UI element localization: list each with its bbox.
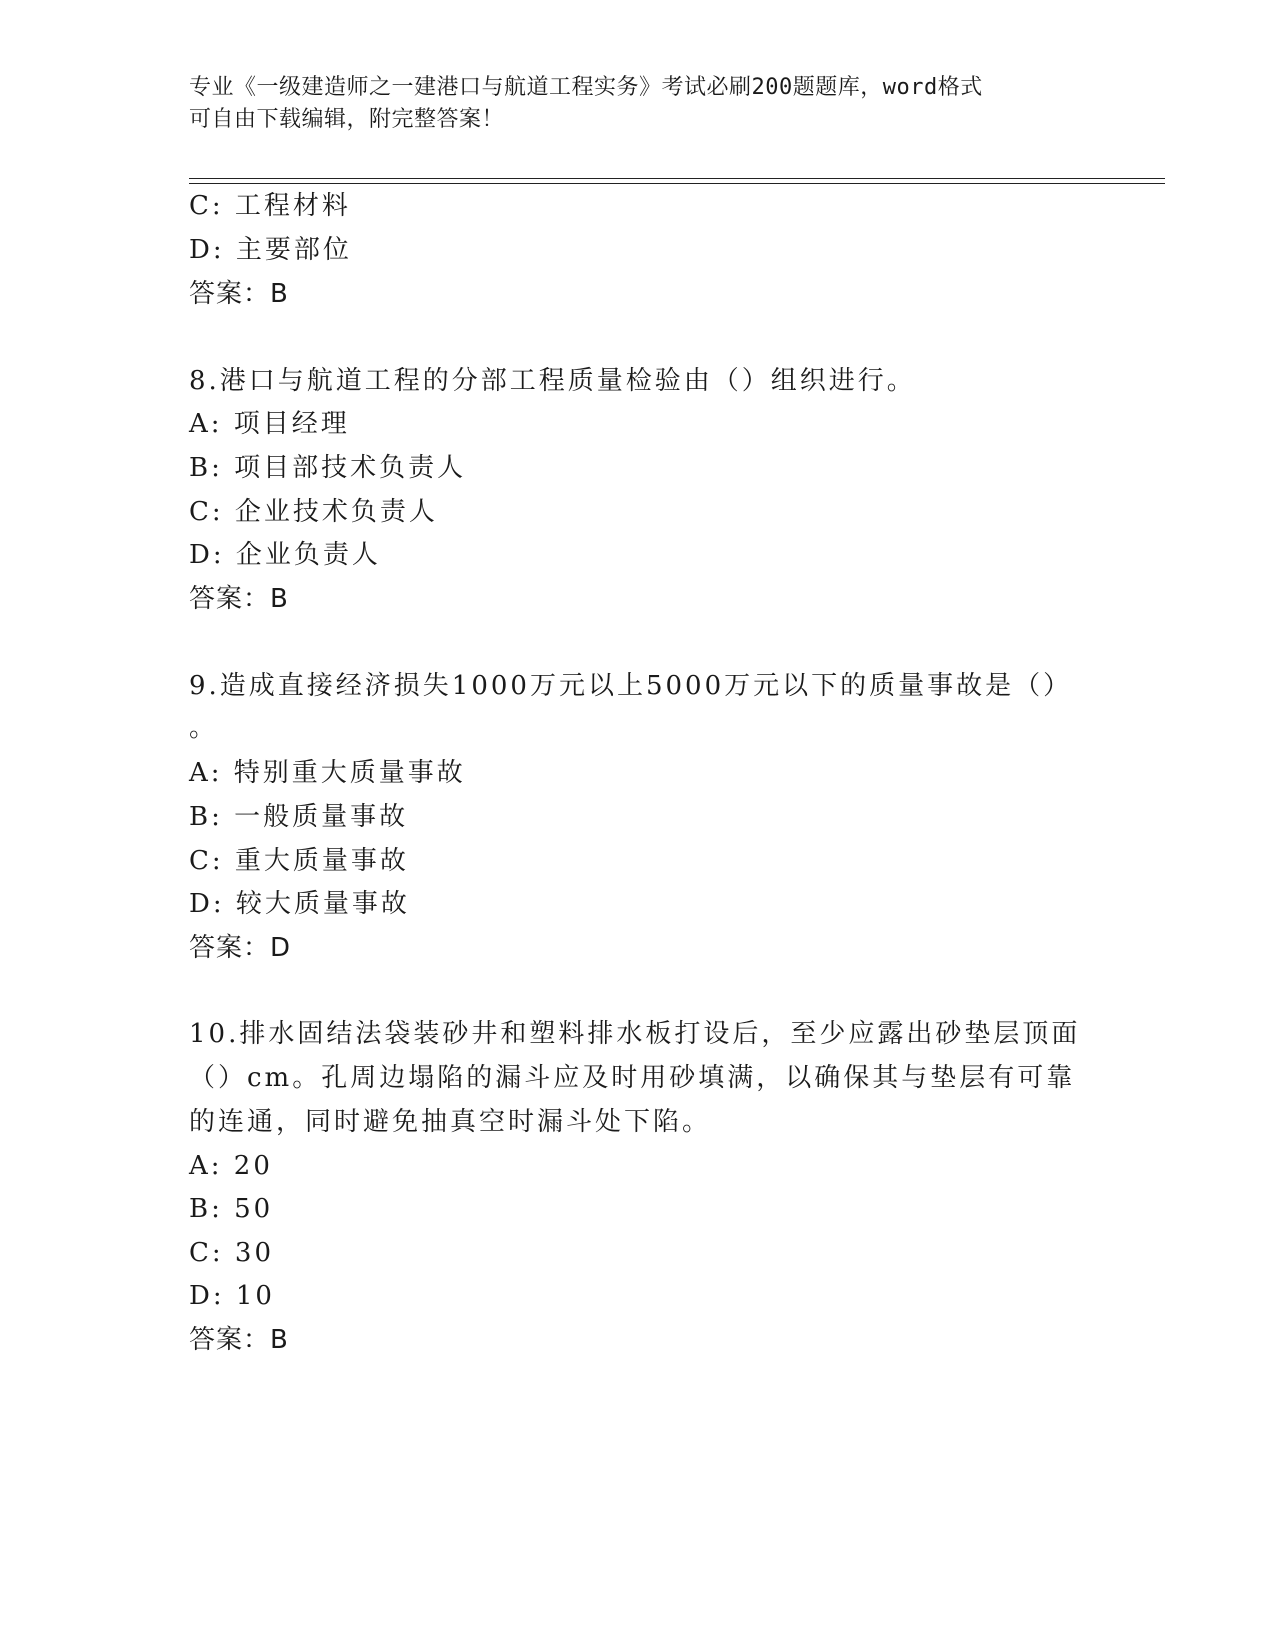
q10-option-b: B: 50 bbox=[189, 1194, 274, 1224]
q9-option-c: C: 重大质量事故 bbox=[189, 846, 409, 876]
q8-stem: 8.港口与航道工程的分部工程质量检验由（）组织进行。 bbox=[189, 366, 916, 396]
q7-answer: 答案：B bbox=[189, 279, 289, 309]
q9-option-a: A: 特别重大质量事故 bbox=[189, 758, 466, 788]
q9-stem-line-1: 9.造成直接经济损失1000万元以上5000万元以下的质量事故是（） bbox=[189, 671, 1073, 701]
q8-option-d: D: 企业负责人 bbox=[189, 540, 381, 570]
q10-stem-line-2: （）cm。孔周边塌陷的漏斗应及时用砂填满，以确保其与垫层有可靠 bbox=[189, 1063, 1076, 1093]
document-header bbox=[189, 72, 1069, 136]
q8-answer: 答案：B bbox=[189, 584, 289, 614]
q9-option-d: D: 较大质量事故 bbox=[189, 889, 410, 919]
q8-option-a: A: 项目经理 bbox=[189, 409, 350, 439]
q10-option-a: A: 20 bbox=[189, 1151, 273, 1181]
q9-stem-line-2: 。 bbox=[189, 713, 219, 743]
header-divider-bottom bbox=[189, 183, 1165, 184]
q10-stem-line-3: 的连通，同时避免抽真空时漏斗处下陷。 bbox=[189, 1107, 712, 1137]
q8-option-b: B: 项目部技术负责人 bbox=[189, 453, 467, 483]
q9-answer: 答案：D bbox=[189, 933, 292, 963]
q10-stem-line-1: 10.排水固结法袋装砂井和塑料排水板打设后，至少应露出砂垫层顶面 bbox=[189, 1019, 1081, 1049]
header-title-line-1: 专业《一级建造师之一建港口与航道工程实务》考试必刷200题题库，word格式 bbox=[189, 75, 983, 100]
header-divider-top bbox=[189, 178, 1165, 179]
header-title-line-2: 可自由下载编辑，附完整答案！ bbox=[189, 107, 505, 132]
q10-option-d: D: 10 bbox=[189, 1281, 275, 1311]
q7-option-c: C: 工程材料 bbox=[189, 191, 351, 221]
q10-answer: 答案：B bbox=[189, 1325, 289, 1355]
q9-option-b: B: 一般质量事故 bbox=[189, 802, 409, 832]
q8-option-c: C: 企业技术负责人 bbox=[189, 497, 438, 527]
q10-option-c: C: 30 bbox=[189, 1238, 275, 1268]
q7-option-d: D: 主要部位 bbox=[189, 235, 352, 265]
